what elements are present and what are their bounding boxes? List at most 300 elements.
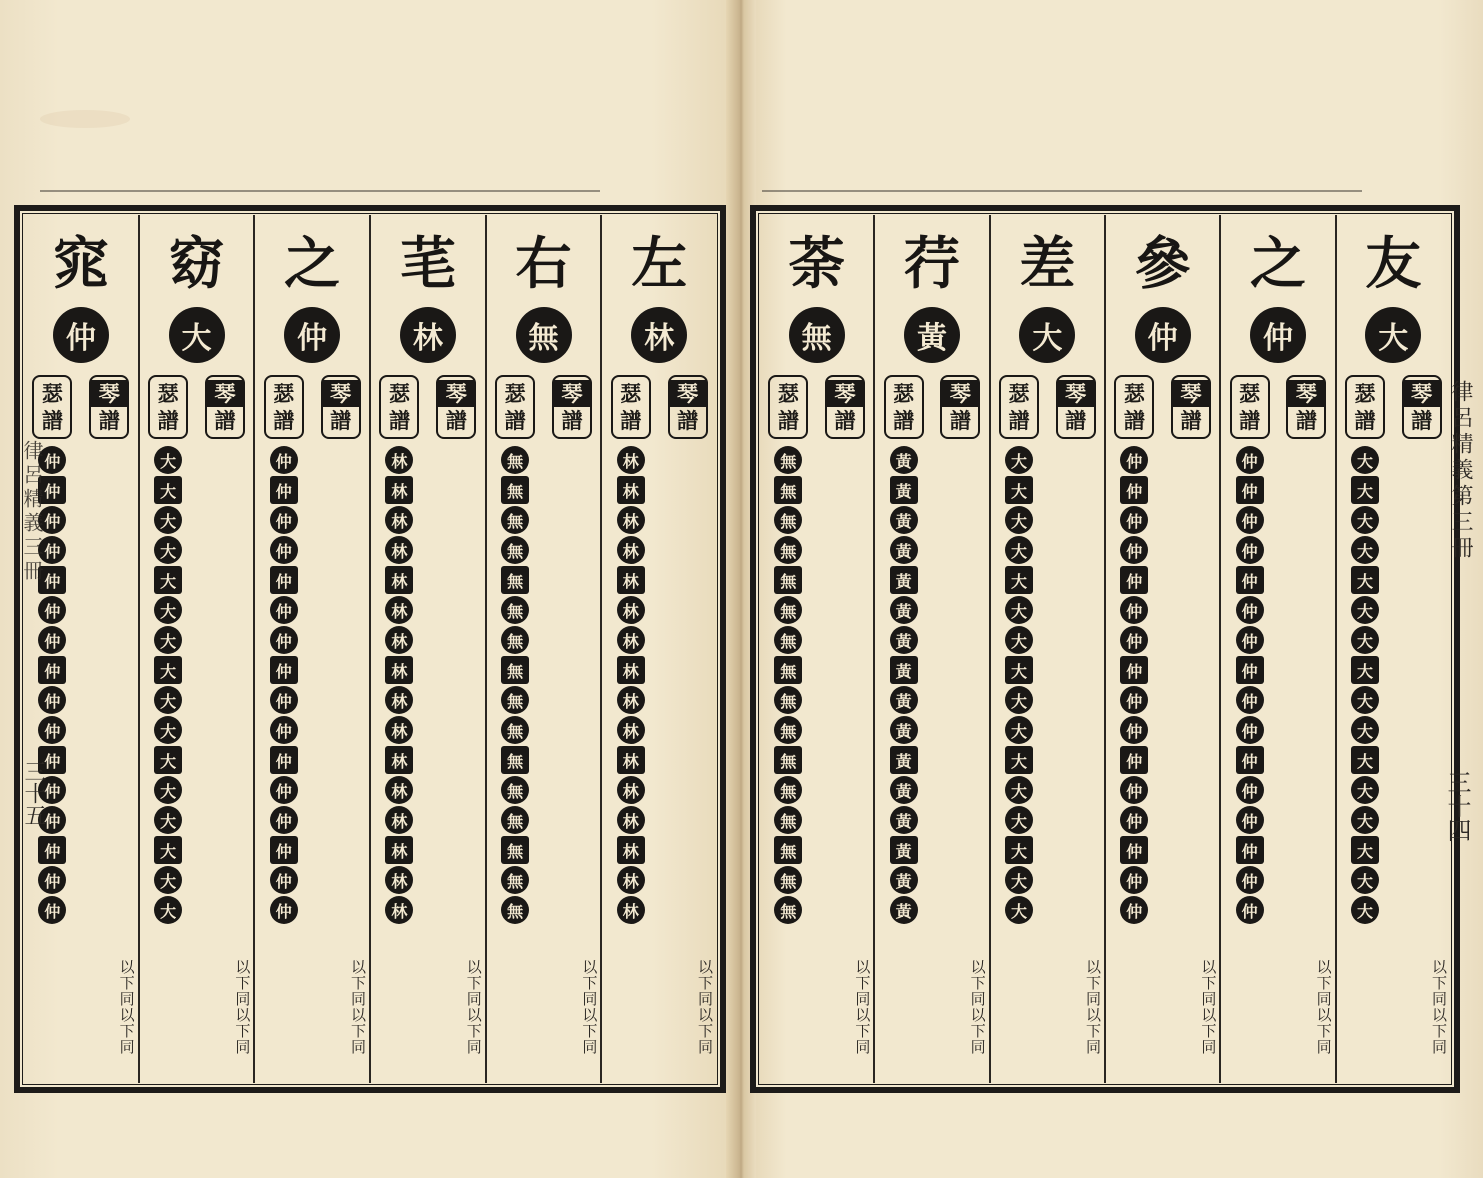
pitch-mark: 仲	[1236, 836, 1264, 864]
pitch-mark: 大	[1351, 626, 1379, 654]
pitch-mark: 大	[154, 506, 182, 534]
pitch-stack	[385, 445, 413, 925]
label-char: 譜	[330, 408, 352, 433]
ending-note: 以下同	[1314, 1007, 1333, 1055]
pitch-mark: 仲	[1120, 506, 1148, 534]
pitch-mark: 仲	[38, 776, 66, 804]
pitch-mark: 仲	[1120, 896, 1148, 924]
tablature-glyph	[1286, 775, 1326, 805]
pitch-stack	[1120, 445, 1148, 925]
pitch-mark: 無	[501, 596, 529, 624]
pitch-mark: 仲	[38, 686, 66, 714]
pitch-mark: 大	[1351, 476, 1379, 504]
tablature-glyph	[205, 685, 245, 715]
qin-label	[552, 375, 592, 439]
tablature-glyph	[940, 475, 980, 505]
pitch-mark: 黃	[890, 806, 918, 834]
tablature-glyph	[552, 835, 592, 865]
pitch-mark: 無	[774, 836, 802, 864]
se-notation	[1106, 375, 1163, 925]
pitch-disc: 林	[631, 307, 687, 363]
se-notation	[991, 375, 1048, 925]
pitch-mark: 大	[1005, 896, 1033, 924]
se-notation	[875, 375, 932, 925]
pitch-mark: 仲	[1120, 686, 1148, 714]
qin-notation	[1047, 375, 1104, 925]
column-ending	[255, 959, 369, 1055]
pitch-mark: 大	[154, 896, 182, 924]
pitch-mark: 大	[154, 686, 182, 714]
label-char: 瑟	[620, 381, 642, 406]
label-char: 譜	[1008, 408, 1030, 433]
lyric-column	[873, 215, 988, 1083]
label-char: 譜	[98, 408, 120, 433]
pitch-mark: 林	[617, 656, 645, 684]
pitch-mark: 大	[1005, 866, 1033, 894]
tablature-stack	[940, 445, 980, 865]
lyric-character: 右	[515, 231, 572, 297]
pitch-mark: 仲	[38, 716, 66, 744]
pitch-mark: 無	[774, 806, 802, 834]
pitch-mark: 大	[1005, 626, 1033, 654]
label-char: 譜	[214, 408, 236, 433]
tablature-glyph	[825, 715, 865, 745]
pitch-mark: 仲	[38, 506, 66, 534]
tablature-glyph	[1171, 505, 1211, 535]
tablature-glyph	[1402, 565, 1442, 595]
pitch-mark: 大	[154, 626, 182, 654]
tablature-glyph	[436, 775, 476, 805]
pitch-mark: 無	[774, 476, 802, 504]
ending-note: 以下同	[464, 1007, 483, 1055]
label-char: 琴	[323, 380, 359, 407]
tablature-glyph	[321, 625, 361, 655]
ending-note: 以下同	[117, 959, 136, 1007]
tablature-glyph	[668, 445, 708, 475]
pitch-mark: 仲	[1236, 776, 1264, 804]
tablature-glyph	[1056, 445, 1096, 475]
pitch-mark: 黃	[890, 746, 918, 774]
qin-label	[940, 375, 980, 439]
pitch-mark: 林	[617, 446, 645, 474]
tablature-glyph	[1286, 565, 1326, 595]
label-char: 譜	[445, 408, 467, 433]
tablature-glyph	[552, 745, 592, 775]
pitch-mark: 黃	[890, 506, 918, 534]
pitch-mark: 林	[617, 596, 645, 624]
notation-row	[140, 375, 254, 925]
lyric-character: 之	[1249, 231, 1306, 297]
ending-note: 以下同	[1083, 1007, 1102, 1055]
pitch-mark: 大	[1005, 836, 1033, 864]
pitch-mark: 仲	[270, 596, 298, 624]
se-notation	[602, 375, 659, 925]
label-char: 譜	[677, 408, 699, 433]
notation-row	[991, 375, 1104, 925]
pitch-disc: 仲	[1250, 307, 1306, 363]
pitch-mark: 大	[1351, 746, 1379, 774]
qin-notation	[817, 375, 874, 925]
pitch-mark: 林	[617, 836, 645, 864]
pitch-disc: 無	[789, 307, 845, 363]
pitch-mark: 仲	[1236, 626, 1264, 654]
top-rule	[762, 190, 1362, 192]
tablature-glyph	[1171, 535, 1211, 565]
pitch-mark: 大	[1351, 836, 1379, 864]
ending-note: 以下同	[1429, 959, 1448, 1007]
tablature-glyph	[940, 595, 980, 625]
column-ending	[487, 959, 601, 1055]
pitch-mark: 仲	[1236, 746, 1264, 774]
tablature-glyph	[552, 595, 592, 625]
tablature-glyph	[1171, 625, 1211, 655]
tablature-stack	[1171, 445, 1211, 865]
lyric-column	[1104, 215, 1219, 1083]
tablature-glyph	[940, 745, 980, 775]
tablature-glyph	[1056, 775, 1096, 805]
left-running-head: 律呂精義三冊	[20, 440, 44, 584]
pitch-mark: 大	[1351, 776, 1379, 804]
tablature-glyph	[940, 715, 980, 745]
tablature-glyph	[205, 505, 245, 535]
lyric-character: 左	[631, 231, 688, 297]
pitch-mark: 仲	[1120, 476, 1148, 504]
tablature-glyph	[668, 505, 708, 535]
pitch-stack	[1236, 445, 1264, 925]
se-notation	[1221, 375, 1278, 925]
pitch-mark: 仲	[270, 806, 298, 834]
tablature-glyph	[1056, 625, 1096, 655]
qin-label	[436, 375, 476, 439]
tablature-glyph	[436, 535, 476, 565]
tablature-glyph	[668, 535, 708, 565]
pitch-mark: 仲	[1236, 716, 1264, 744]
tablature-glyph	[205, 775, 245, 805]
tablature-glyph	[1402, 655, 1442, 685]
pitch-mark: 大	[1005, 656, 1033, 684]
pitch-mark: 林	[617, 716, 645, 744]
label-char: 譜	[561, 408, 583, 433]
se-notation	[487, 375, 544, 925]
notation-row	[1337, 375, 1450, 925]
label-char: 譜	[1180, 408, 1202, 433]
pitch-mark: 仲	[38, 806, 66, 834]
qin-notation	[1163, 375, 1220, 925]
lyric-character: 差	[1019, 231, 1076, 297]
label-char: 瑟	[504, 381, 526, 406]
pitch-stack	[890, 445, 918, 925]
pitch-mark: 林	[617, 626, 645, 654]
pitch-mark: 林	[385, 476, 413, 504]
pitch-mark: 無	[501, 656, 529, 684]
notation-row	[487, 375, 601, 925]
ending-note: 以下同	[580, 959, 599, 1007]
ending-note: 以下同	[117, 1007, 136, 1055]
pitch-mark: 仲	[270, 656, 298, 684]
ending-note: 以下同	[696, 959, 715, 1007]
tablature-glyph	[1171, 835, 1211, 865]
pitch-mark: 仲	[38, 536, 66, 564]
tablature-glyph	[321, 805, 361, 835]
column-ending	[875, 959, 988, 1055]
pitch-mark: 仲	[38, 626, 66, 654]
tablature-glyph	[89, 745, 129, 775]
column-ending	[140, 959, 254, 1055]
tablature-glyph	[321, 835, 361, 865]
ending-note: 以下同	[1314, 959, 1333, 1007]
tablature-glyph	[205, 715, 245, 745]
tablature-glyph	[89, 565, 129, 595]
pitch-disc: 大	[1019, 307, 1075, 363]
pitch-mark: 無	[501, 896, 529, 924]
label-char: 琴	[1404, 380, 1440, 407]
pitch-mark: 仲	[1236, 686, 1264, 714]
tablature-glyph	[1402, 505, 1442, 535]
pitch-mark: 林	[617, 746, 645, 774]
pitch-mark: 大	[1005, 536, 1033, 564]
pitch-mark: 黃	[890, 536, 918, 564]
label-char: 瑟	[1239, 381, 1261, 406]
pitch-stack	[1005, 445, 1033, 925]
pitch-mark: 仲	[1120, 836, 1148, 864]
label-char: 琴	[1288, 380, 1324, 407]
pitch-mark: 大	[1351, 896, 1379, 924]
left-columns	[24, 215, 716, 1083]
label-char: 琴	[438, 380, 474, 407]
label-char: 琴	[554, 380, 590, 407]
qin-label	[321, 375, 361, 439]
pitch-mark: 林	[617, 776, 645, 804]
column-ending	[991, 959, 1104, 1055]
tablature-glyph	[668, 655, 708, 685]
tablature-glyph	[89, 715, 129, 745]
notation-row	[1221, 375, 1334, 925]
pitch-mark: 仲	[1120, 866, 1148, 894]
pitch-mark: 林	[617, 806, 645, 834]
pitch-mark: 大	[1351, 596, 1379, 624]
pitch-mark: 仲	[1236, 446, 1264, 474]
pitch-mark: 無	[774, 716, 802, 744]
qin-label	[205, 375, 245, 439]
pitch-mark: 仲	[1120, 716, 1148, 744]
pitch-mark: 黃	[890, 656, 918, 684]
pitch-mark: 無	[774, 896, 802, 924]
pitch-stack	[617, 445, 645, 925]
tablature-glyph	[89, 535, 129, 565]
pitch-mark: 仲	[38, 746, 66, 774]
pitch-mark: 仲	[1236, 566, 1264, 594]
pitch-mark: 黃	[890, 566, 918, 594]
ending-note: 以下同	[1429, 1007, 1448, 1055]
ending-note: 以下同	[1083, 959, 1102, 1007]
pitch-mark: 仲	[270, 626, 298, 654]
ending-note: 以下同	[968, 959, 987, 1007]
qin-notation	[1278, 375, 1335, 925]
pitch-mark: 大	[154, 746, 182, 774]
tablature-glyph	[1286, 475, 1326, 505]
pitch-mark: 仲	[270, 536, 298, 564]
tablature-glyph	[89, 835, 129, 865]
pitch-mark: 仲	[1236, 806, 1264, 834]
pitch-mark: 林	[385, 656, 413, 684]
tablature-glyph	[89, 775, 129, 805]
tablature-glyph	[1402, 625, 1442, 655]
pitch-mark: 無	[501, 506, 529, 534]
pitch-mark: 大	[1351, 566, 1379, 594]
tablature-glyph	[1286, 535, 1326, 565]
qin-notation	[1393, 375, 1450, 925]
pitch-mark: 無	[501, 566, 529, 594]
ending-note: 以下同	[580, 1007, 599, 1055]
tablature-glyph	[1402, 535, 1442, 565]
pitch-disc: 仲	[53, 307, 109, 363]
tablature-glyph	[940, 805, 980, 835]
qin-label	[668, 375, 708, 439]
tablature-stack	[668, 445, 708, 865]
tablature-glyph	[552, 505, 592, 535]
right-columns	[760, 215, 1450, 1083]
pitch-mark: 仲	[1236, 536, 1264, 564]
pitch-mark: 仲	[270, 716, 298, 744]
qin-label	[1171, 375, 1211, 439]
tablature-glyph	[321, 505, 361, 535]
tablature-glyph	[436, 445, 476, 475]
pitch-mark: 大	[154, 596, 182, 624]
tablature-glyph	[552, 475, 592, 505]
lyric-column	[760, 215, 873, 1083]
pitch-mark: 大	[154, 716, 182, 744]
tablature-glyph	[825, 655, 865, 685]
tablature-glyph	[940, 835, 980, 865]
lyric-column	[24, 215, 138, 1083]
label-char: 瑟	[777, 381, 799, 406]
tablature-glyph	[1402, 835, 1442, 865]
pitch-mark: 無	[501, 476, 529, 504]
pitch-mark: 林	[385, 806, 413, 834]
pitch-disc: 黃	[904, 307, 960, 363]
lyric-character: 荼	[788, 231, 845, 297]
tablature-glyph	[1286, 655, 1326, 685]
tablature-glyph	[1171, 595, 1211, 625]
label-char: 琴	[1058, 380, 1094, 407]
label-char: 琴	[91, 380, 127, 407]
tablature-glyph	[940, 625, 980, 655]
pitch-mark: 仲	[270, 746, 298, 774]
tablature-glyph	[940, 505, 980, 535]
tablature-glyph	[89, 805, 129, 835]
pitch-mark: 仲	[1120, 626, 1148, 654]
label-char: 瑟	[1123, 381, 1145, 406]
pitch-mark: 林	[385, 836, 413, 864]
pitch-mark: 仲	[270, 446, 298, 474]
pitch-mark: 仲	[1120, 596, 1148, 624]
label-char: 譜	[1411, 408, 1433, 433]
se-label	[148, 375, 188, 439]
pitch-mark: 無	[501, 446, 529, 474]
pitch-mark: 無	[501, 836, 529, 864]
lyric-character: 友	[1365, 231, 1422, 297]
pitch-mark: 黃	[890, 446, 918, 474]
column-ending	[602, 959, 716, 1055]
right-folio: 三十四	[1443, 770, 1471, 842]
pitch-mark: 仲	[270, 866, 298, 894]
tablature-glyph	[825, 535, 865, 565]
pitch-mark: 黃	[890, 686, 918, 714]
pitch-mark: 大	[1351, 806, 1379, 834]
pitch-mark: 無	[774, 506, 802, 534]
lyric-character: 窈	[168, 231, 225, 297]
tablature-glyph	[552, 655, 592, 685]
ending-note: 以下同	[968, 1007, 987, 1055]
pitch-disc: 林	[400, 307, 456, 363]
pitch-disc: 仲	[284, 307, 340, 363]
pitch-mark: 無	[501, 806, 529, 834]
label-char: 譜	[1123, 408, 1145, 433]
label-char: 琴	[670, 380, 706, 407]
tablature-glyph	[1171, 745, 1211, 775]
pitch-mark: 大	[154, 836, 182, 864]
tablature-glyph	[321, 745, 361, 775]
tablature-glyph	[552, 565, 592, 595]
tablature-glyph	[321, 535, 361, 565]
tablature-glyph	[825, 445, 865, 475]
pitch-mark: 林	[385, 446, 413, 474]
tablature-glyph	[1286, 595, 1326, 625]
tablature-glyph	[825, 805, 865, 835]
label-char: 譜	[949, 408, 971, 433]
se-notation	[371, 375, 428, 925]
ending-note: 以下同	[853, 1007, 872, 1055]
tablature-glyph	[321, 715, 361, 745]
pitch-mark: 大	[1005, 686, 1033, 714]
pitch-mark: 林	[385, 596, 413, 624]
tablature-glyph	[321, 445, 361, 475]
pitch-mark: 仲	[38, 836, 66, 864]
tablature-glyph	[940, 535, 980, 565]
pitch-mark: 黃	[890, 716, 918, 744]
tablature-stack	[825, 445, 865, 865]
pitch-mark: 大	[1005, 506, 1033, 534]
lyric-column	[1335, 215, 1450, 1083]
label-char: 瑟	[1354, 381, 1376, 406]
tablature-glyph	[436, 625, 476, 655]
tablature-glyph	[940, 685, 980, 715]
label-char: 琴	[1173, 380, 1209, 407]
left-folio: 三十五	[21, 760, 46, 826]
qin-notation	[428, 375, 485, 925]
tablature-glyph	[436, 595, 476, 625]
label-char: 譜	[1065, 408, 1087, 433]
tablature-glyph	[436, 655, 476, 685]
pitch-mark: 大	[1351, 656, 1379, 684]
tablature-glyph	[1286, 685, 1326, 715]
pitch-mark: 無	[501, 746, 529, 774]
tablature-glyph	[436, 745, 476, 775]
pitch-mark: 林	[385, 626, 413, 654]
tablature-stack	[1056, 445, 1096, 865]
pitch-mark: 仲	[1236, 866, 1264, 894]
tablature-glyph	[1402, 715, 1442, 745]
pitch-mark: 林	[617, 866, 645, 894]
tablature-glyph	[668, 805, 708, 835]
tablature-glyph	[436, 715, 476, 745]
tablature-glyph	[552, 625, 592, 655]
lyric-character: 芼	[399, 231, 456, 297]
se-notation	[140, 375, 197, 925]
pitch-mark: 仲	[1236, 656, 1264, 684]
tablature-glyph	[552, 805, 592, 835]
tablature-glyph	[825, 625, 865, 655]
